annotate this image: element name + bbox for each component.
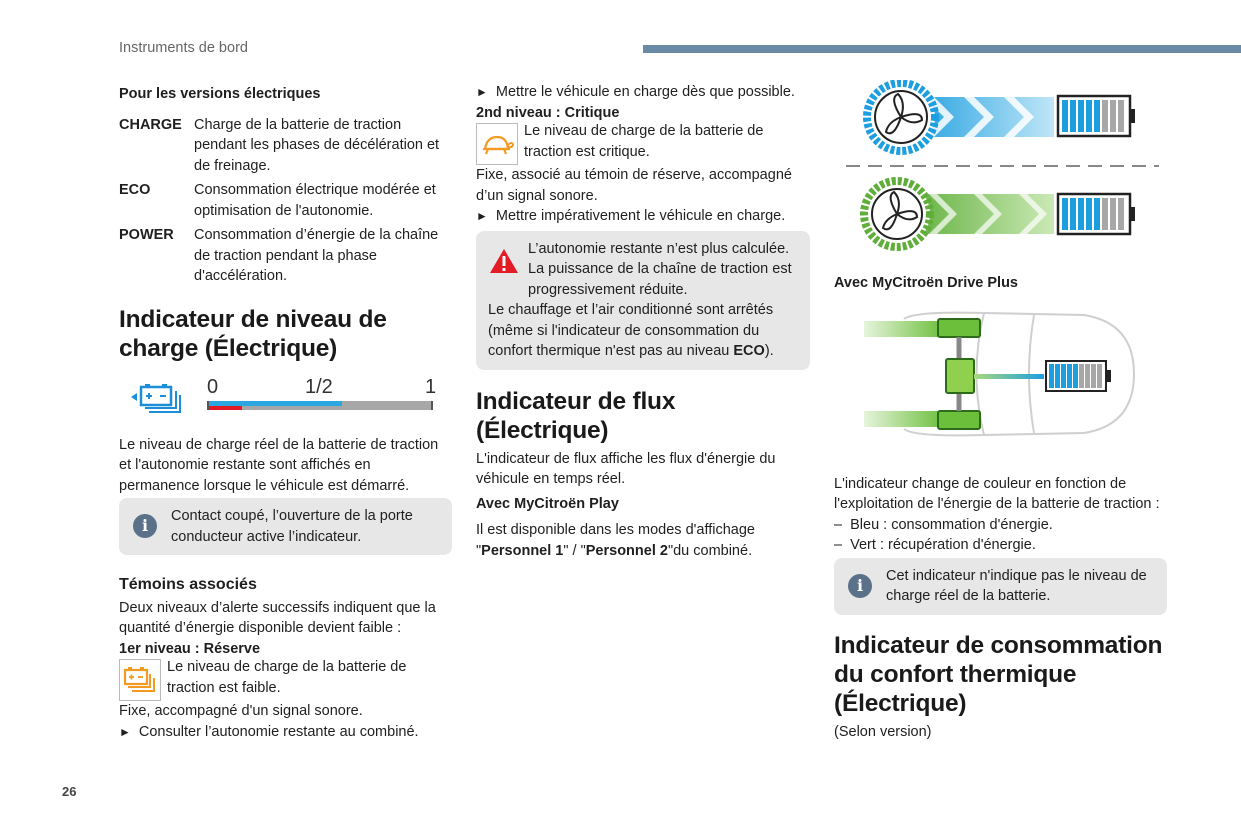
warning-first-row — [488, 239, 798, 301]
definition-charge — [119, 115, 454, 177]
column-2 — [476, 82, 812, 561]
flux-illustration-drive-plus — [834, 299, 1170, 459]
definition-term: CHARGE — [119, 116, 182, 133]
gauge-label-1: 1 — [425, 375, 437, 398]
temoins-heading: Témoins associés — [119, 576, 257, 593]
info-note-2 — [834, 558, 1167, 615]
level1-fixed: Fixe, accompagné d'un signal sonore. — [119, 703, 363, 719]
versions-title: Pour les versions électriques — [119, 86, 321, 102]
level2-action: ► Mettre impérativement le véhicule en charge. — [476, 208, 786, 224]
flux-heading: Indicateur de flux (Électrique) — [476, 387, 676, 444]
definition-eco — [119, 180, 454, 221]
info-icon: i — [848, 574, 872, 598]
turtle-icon — [476, 123, 518, 165]
page-number: 26 — [62, 784, 77, 799]
arrow-bullet-icon: ► — [119, 724, 131, 739]
info-icon: i — [133, 514, 157, 538]
gauge-label-half: 1/2 — [305, 375, 333, 398]
gauge-label-0: 0 — [207, 375, 219, 398]
level2-label: 2nd niveau : Critique — [476, 104, 620, 121]
color-text: L'indicateur change de couleur en fonction de l'exploitation de l'énergie de la batterie de traction : — [834, 475, 1160, 512]
level1-action: ► Consulter l’autonomie restante au combiné. — [119, 723, 419, 740]
charge-gauge — [119, 377, 454, 435]
reserve-warning-icon — [119, 659, 161, 701]
flux-text: L'indicateur de flux affiche les flux d'énergie du véhicule en temps réel. — [476, 450, 776, 487]
level2-fixed: Fixe, associé au témoin de réserve, accompagné d’un signal sonore. — [476, 167, 792, 204]
definition-desc: Consommation d’énergie de la chaîne de traction pendant la phase d'accélération. — [194, 227, 439, 284]
definition-term: ECO — [119, 182, 151, 198]
column-3 — [834, 80, 1170, 742]
info-note-text: Contact coupé, l’ouverture de la porte conducteur active l’indicateur. — [171, 508, 413, 545]
warning-note — [476, 231, 810, 370]
drive-plus-label: Avec MyCitroën Drive Plus — [834, 274, 1018, 291]
info-note — [119, 498, 452, 555]
info-note-text: Cet indicateur n'indique pas le niveau de charge réel de la batterie. — [886, 567, 1147, 604]
charge-text: Le niveau de charge réel de la batterie de traction et l'autonomie restante sont affichés en permanence lorsque le véhicule est démarré. — [119, 436, 439, 494]
temoins-intro: Deux niveaux d’alerte successifs indiquent que la quantité d’énergie disponible devient faible : — [119, 599, 436, 636]
warning-first-text: L’autonomie restante n’est plus calculée. La puissance de la chaîne de traction est progressivement réduite. — [528, 240, 792, 298]
action-top: ► Mettre le véhicule en charge dès que possible. — [476, 84, 795, 100]
blue-flow-row — [867, 83, 1135, 151]
battery-charge-icon — [129, 381, 183, 415]
definition-power — [119, 225, 454, 287]
play-label: Avec MyCitroën Play — [476, 495, 619, 512]
definition-desc: Consommation électrique modérée et optimisation de l'autonomie. — [194, 182, 436, 219]
color-list-item: – Bleu : consommation d'énergie. — [834, 516, 1053, 533]
play-text: Il est disponible dans les modes d'affichage "Personnel 1" / "Personnel 2"du combiné. — [476, 522, 755, 559]
thermal-heading: Indicateur de consommation du confort thermique (Électrique) — [834, 631, 1163, 717]
level1-row — [119, 659, 454, 701]
warning-triangle-icon — [488, 247, 520, 275]
level1-label: 1er niveau : Réserve — [119, 640, 261, 657]
running-header: Instruments de bord — [119, 40, 248, 56]
charge-heading: Indicateur de niveau de charge (Électrique) — [119, 305, 387, 362]
column-1 — [119, 82, 454, 742]
level2-desc: Le niveau de charge de la batterie de traction est critique. — [524, 123, 764, 160]
arrow-bullet-icon: ► — [476, 85, 488, 99]
level2-row — [476, 123, 812, 165]
green-flow-row — [864, 181, 1135, 247]
thermal-version: (Selon version) — [834, 723, 932, 740]
warning-second-text: Le chauffage et l’air conditionné sont arrêtés (même si l'indicateur de consommation du confort thermique n'est pas au niveau ECO). — [488, 302, 774, 359]
definition-desc: Charge de la batterie de traction pendant les phases de décélération et de freinage. — [194, 116, 440, 174]
color-list-item: – Vert : récupération d'énergie. — [834, 537, 1036, 553]
level1-desc: Le niveau de charge de la batterie de traction est faible. — [167, 659, 407, 696]
header-accent-bar — [643, 45, 1241, 53]
definition-term: POWER — [119, 227, 174, 243]
flux-illustration-play — [834, 80, 1170, 260]
gauge-track — [207, 401, 433, 410]
arrow-bullet-icon: ► — [476, 209, 488, 223]
